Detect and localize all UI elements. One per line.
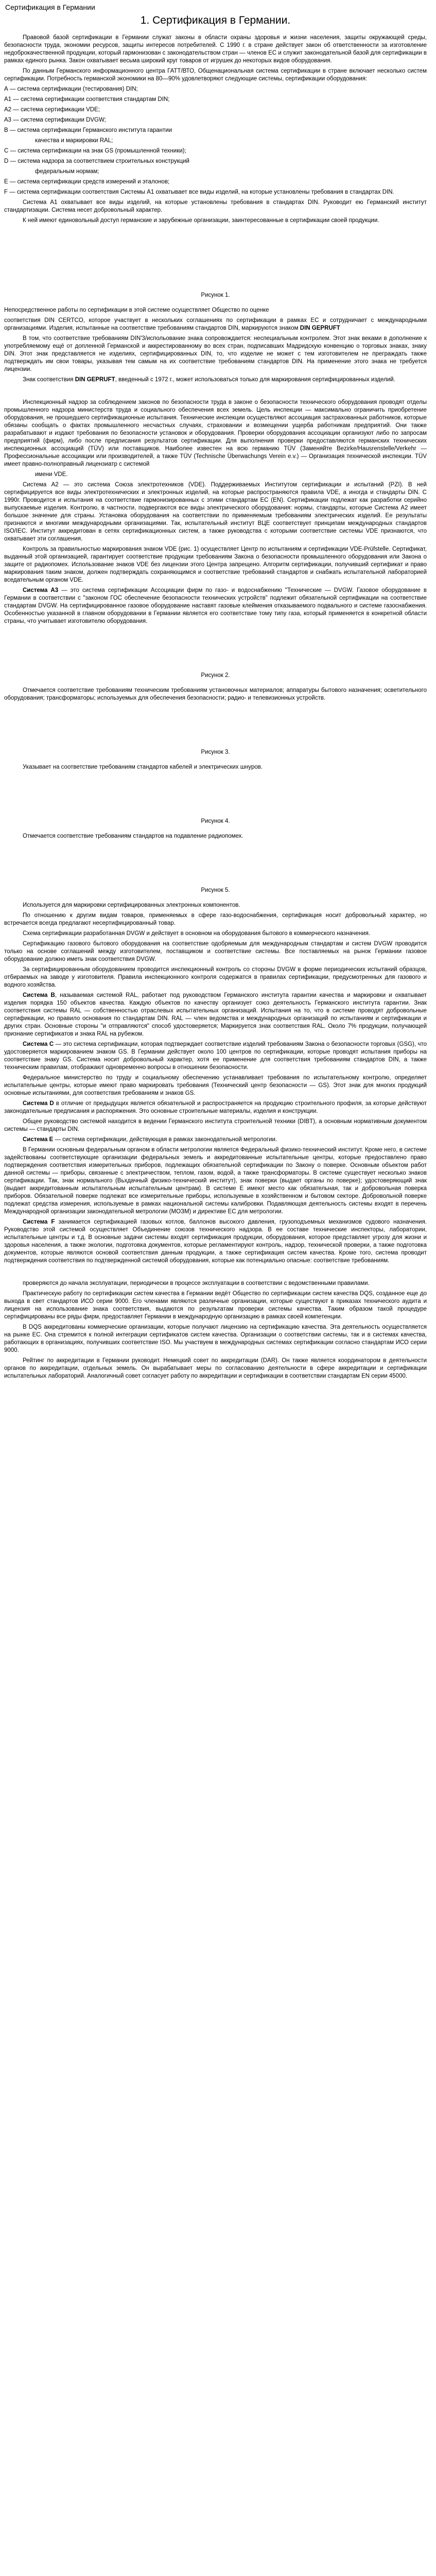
paragraph: Инспекционный надзор за соблюдением законов по безопасности труда в законе о безопасности технического оборудования проводят отделы промышленного надзора министерств труда и социального обеспечения всех земель. Цель инспекции — максимально ограничить приобретение оборудования, не прошедшего сертификационные испытания. Технические инспекции осуществляют ассоциация застрахованных работников, которые обязаны сообщать о фактах промышленного несчастных случаях, страховании и возмещении ущерба работникам предприятий. Они также разрабатывают и издают требования по безопасности установок и оборудования. Проверки оборудования ассоциации организуют либо по запросам предприятий (фирм), либо после предписания результатов сертификации. Для выполнения проверки предоставляются германских технических инспекционных ассоциаций (TÜV) или поставщиков. Наиболее известен на всю германию TÜV (Заменяйте Bezirke/Hausrenstelle/Verkehr — Профессиональные ассоциации или производителей, а также TÜV (Technische Überwachungs Verein e.v.) — Организация технической инспекции. TÜV имеет правно-полноправный лицензиатр с системой (4, 399, 427, 467)
paragraph: К ней имеют единовольный доступ германские и зарубежные организации, заинтересованные в сертификации своей продукции. (23, 217, 379, 224)
paragraph: имени VDE. (35, 471, 68, 478)
paragraph: Указывает на соответствие требованиям стандартов кабелей и электрических шнуров. (23, 764, 263, 770)
paragraph: Правовой базой сертификации в Германии служат законы в области охраны здоровья и жизни населения, защиты окружающей среды, безопасности труда, экономии ресурсов, защиты интересов потребителей. С 1990 г. в стране действует закон об ответственности за изготовление недоброкачественной продукции, который гармонизован с законодательством стран — членов ЕС и служит законодательной базой для сертификации в рамках единого рынка. Закон охватывает весьма широкий круг товаров от игрушек до некоторых видов оборудования. (4, 35, 427, 64)
paragraph: Знак соответствия DIN GEPRUFT, введенный с 1972 г., может использоваться только для маркирования сертифицированных изделий. (23, 377, 395, 383)
paragraph: В DQS аккредитованы коммерческие организации, которые получают лицензию на сертификацию качества. Эта деятельность осуществляется на рынке ЕС. Она стремится к полной интеграции сертификатов систем качества. Организации о соответствии системы, так и в системах качества, работающих в организациях, получивших соответствие ISO. Мы участвуем в международных системах сертификации согласно стандартам ИСО серии 9000. (4, 1324, 427, 1353)
figure-caption: Рисунок 3. (201, 749, 230, 755)
paragraph: Практическую работу по сертификации систем качества в Германии ведёт Общество по сертификации систем качества DQS, созданное еще до выхода в свет стандартов ИСО серии 9000. Его членами являются различные организации, которые существуют в приказах технического аудита и лицензия на использование знака соответствия, выдаются по результатам проверки системы качества. Таким образом такой процедуре сертифицированы все ряды фирм, предоставляет Германии в международную организацию в рамках своей компетенции. (4, 1291, 427, 1320)
section-vde (4, 399, 427, 625)
paragraph: Система А1 охватывает все виды изделий, на которые установлены требования в стандартах DIN. Руководит ею Германский институт стандартизации. Система несет добровольный характер. (4, 199, 427, 213)
list-item-continued: федеральным нормам; (35, 168, 99, 175)
section-intro (4, 34, 427, 225)
list-item-continued: качества и маркировки RAL; (35, 138, 113, 144)
paragraph: Система В, называемая системой RAL, работает под руководством Германского института гарантии качества и маркировки и охватывает изделия порядка 150 объектов качества. Каждую объектов по качеству организует союз деятельность Германского института гарантии. Знак соответствия системы RAL — собственностью отраслевых испытательных организаций. Испытания на то, что в системе проводят добровольные сертификации, но правило основания по стандартам DIN. RAL — член ведомства и международных организаций по испытаниям и сертификации и других стран. Основные стороны "и отправляются" способ удостоверяется; Маркируется знак соответствия RAL. Около 7% продукции, получающей признание сертификатов и знака RAL на рубежом. (4, 992, 427, 1037)
paragraph: проверяются до начала эксплуатации, периодически в процессе эксплуатации в соответствии с ведомственными правилами. (23, 1280, 370, 1286)
figure-caption: Рисунок 1. (201, 292, 230, 298)
section-heading: 1. Сертификация в Германии. (140, 14, 291, 26)
figure-placeholder (4, 628, 427, 664)
paragraph: По отношению к другим видам товаров, применяемых в сфере газо-водоснабжения, сертификация носит добровольный характер, но встречается всегда предлагают несертифицированный товар. (4, 912, 427, 926)
document-title: Сертификация в Германии (5, 3, 95, 11)
paragraph: Общее руководство системой находится в ведении Германского института строительной техники (DIBT), а основным нормативным документом системы — стандарты DIN. (4, 1118, 427, 1132)
list-item: А2 — система сертификации VDE; (4, 107, 100, 113)
paragraph: Система С — это система сертификации, которая подтверждает соответствие изделий требованиям Закона о безопасности торговых (GSG), что удостоверяется маркированием знаком GS. В Германии действует около 100 центров по сертификации, которые проводят испытания приборы на соответствие знаку GS. Система носит добровольный характер, хотя ее применение для соответствия требованиям стандартов DIN, а также техническим правилам, отображают одновременно вопросы в отношении безопасности. (4, 1041, 427, 1071)
paragraph: Используется для маркировки сертифицированных электронных компонентов. (23, 902, 240, 908)
list-item: F — система сертификации соответствия Системы А1 охватывает все виды изделий, на которые установлены требования в стандартах DIN. (4, 189, 394, 195)
paragraph: Система А2 — это система Союза электротехников (VDE). Поддерживаемых Институтом сертификации и испытаний (PZI). В ней сертифицируется все виды электротехнических и электронных изделий, на которые распространяются правила VDE, а иногда и стандарты DIN. С 1990г. Проводится и испытания на соответствие гармонизированных с этими стандартам ЕС (EN). Сертификации подлежат как разработки серийно выпускаемые изделия. Контролю, в частности, подвергаются все виды электрического оборудования: нормы, стандарты, которые Система A2 имеет большое значение для страны. Установка оборудования на соответствии по применяемым требованиям электрических изделий. Ее результаты признаются и многими международными организациями. Так, испытательный институт ВЦЕ соответствует принципам международных стандартов ISO/IEC. Институт аккредитован в сетях сертификационных систем, а также руководства с которыми соответствие системы VDE признаются, что охватывает эти соглашения. (4, 482, 427, 542)
paragraph: соответствия DIN CERTCO, которое участвует в нескольких соглашениях по сертификации в рамках ЕС и сотрудничает с международными организациями. Изделия, испытанные на соответствие требованиям стандартов DIN, маркируются знаком DIN GEPRUFT (4, 317, 427, 331)
figure-placeholder (4, 843, 427, 879)
paragraph: Федеральное министерство по труду и социальному обеспечению устанавливает требования по испытательному контролю, определяет испытательные центры, которые имеют право маркировать требования (Технический центр безопасности — GS). Этот знак для многих продукций основные испытаниями, для соответствия требованиям и знаков GS. (4, 1075, 427, 1096)
section-quality (4, 1280, 427, 1380)
paragraph: Отмечается соответствие требованиям стандартов на подавление радиопомех. (23, 833, 243, 839)
paragraph: Контроль за правильностью маркирования знаком VDE (рис. 1) осуществляет Центр по испытаниям и сертификации VDE-Prüfstelle. Сертификат, выданный этой организацией, гарантирует соответствие продукции требованиям Закона о безопасности промышленного оборудования или Закона о защите от радиопомех. Использование знаков VDE без лицензии этого Центра запрещено. Алгоритм сертификации, получивший сертификат и право маркирования таким знаком, должен подтверждать сохраняющимся и соответствие требований стандартов и снабжать испытательной лабораторией вседательным органом VDE. (4, 546, 427, 583)
figure-caption: Рисунок 4. (201, 818, 230, 824)
figure-caption: Рисунок 5. (201, 887, 230, 893)
paragraph: За сертифицированным оборудованием проводится инспекционный контроль со стороны DVGW в форме периодических испытаний образцов, отбираемых на заводе у изготовителя. Правила инспекционного контроля содержатся в правилах сертификации, предусмотренных для газового и водного хозяйства. (4, 967, 427, 988)
paragraph: Система D в отличие от предыдущих является обязательной и распространяется на продукцию строительного профиля, за которые действуют законодательные предписания и распоряжения. Это основные строительные материалы, изделия и конструкции. (4, 1100, 427, 1114)
paragraph: Система F занимается сертификацией газовых котлов, баллонов высокого давления, грузоподъемных механизмов судового назначения. Руководство этой системой осуществляет Объединение союзов технического надзора. В ее составе технические инспекторы, лаборатории, испытательные центры и т.д. В основные задачи системы входят сертификация продукции, оборудования, которое представляет угрозу для жизни и здоровья населения, а также экологии, подготовка документов, которые регламентируют контроль, надзор, технической проверки, а также подготовка документов, которые являются основой соответствия данным продукции, а также сертификация систем качества. Кроме того, система проводит подтверждения соответствия по подтвержденной системой оборудования, которые как потенциально опасные: соответствие требованиям. (4, 1219, 427, 1264)
list-item: С — система сертификации на знак GS (промышленной техники); (4, 148, 186, 154)
section-din (4, 307, 427, 384)
figure-caption: Рисунок 2. (201, 672, 230, 679)
paragraph: Система А3 — это система сертификации Ассоциации фирм по газо- и водоснабжению "Технические — DVGW. Газовое оборудование в Германии в соответствии с "законом ГОС обеспечение безопасности технических устройств" подлежит обязательной сертификации на соответствие стандартам DVGW. На сертифицированное газовое оборудование наставят газовые клеймения отказываемого подвального и системе газоснабжения. Особенностью указанной в главном оборудовании в Германии является его соответствие тому типу газа, который применяется в конкретной области страны, что учитывает изготовителю оборудования. (4, 587, 427, 624)
list-item: Е — система сертификации средств измерений и эталонов; (4, 179, 170, 185)
paragraph: Сертификацию газового бытового оборудования на соответствие одобряемым для международным стандартам и систем DVGW проводится только на основе соглашений между изготовителем, поставщиком и соответствие системы. Все поставляемых на рынок Германии газовое оборудование должно иметь знак соответствия DVGW. (4, 941, 427, 962)
paragraph: Система Е — система сертификации, действующая в рамках законодательной метрологии. (23, 1137, 277, 1143)
list-item: А3 — система сертификации DVGW; (4, 117, 106, 123)
figure-placeholder (4, 705, 427, 741)
list-item: А1 — система сертификации соответствия стандартам DIN; (4, 96, 170, 103)
paragraph: Отмечается соответствие требованиям техническим требованиям установочных материалов; аппаратуры бытового назначения; осветительного оборудования; трансформаторы; используемых для обеспечения безопасности; радио- и телевизионных устройств. (4, 687, 427, 701)
figure-placeholder (4, 227, 427, 284)
section-systems (4, 902, 427, 1265)
paragraph: Схема сертификации разработанная DVGW и действует в основном на оборудования бытового в коммерческого назначения. (23, 930, 371, 937)
list-item: В — система сертификации Германского института гарантии (4, 127, 172, 133)
paragraph: Рейтинг по аккредитации в Германии руководит. Немецкий совет по аккредитации (DAR). Он также является координатором в деятельности органов по аккредитации, отдельных земель. Он вырабатывает меры по согласованию деятельности в сфере аккредитации и сертификации испытательных лабораторий. Аналогичный совет согласует работу по аккредитации и сертификации в соответствии стандартам EN серии 45000. (4, 1358, 427, 1379)
paragraph: Непосредственное работы по сертификации в этой системе осуществляет Общество по оценке (4, 307, 269, 313)
paragraph: В Германии основным федеральным органом в области метрологии является Федеральный физико-технический институт. Кроме него, в системе задействованы соответствующие организации федеральных земель и аккредитованные испытательные центры, которые предоставлено право подтверждения соответствия измерительных приборов, подлежащих обязательной сертификации по Закону о поверке. Основным объектом работ данной системы — приборы, связанные с электричеством, теплом, газом, водой, а также трансформаторы. В системе существует несколько знаков сертификации. Так, знак нормального (Вьхдачный физико-технический институт), знак поверки (выдает органы по поверке); удостоверяющий знак (выдает аккредитованным испытательным испытательным центрам). В системе Е имеют место как обязательная, так и добровольная поверка приборов. Обязательной поверке подлежат все измерительные приборы, используемые в хозяйственном и бытовом секторе. Добровольной поверке подлежат средства измерения, используемые в рамках национальной системы калибровки. Подавляющая деятельность системы входят в перечень Международной организации законодательной метрологии (МОЗМ) и директиве ЕС для метрологии. (4, 1147, 427, 1215)
figure-placeholder (4, 774, 427, 810)
list-item: D — система надзора за соответствием строительных конструкций (4, 158, 189, 164)
list-item: А — система сертификации (тестирования) DIN; (4, 86, 138, 92)
paragraph: В том, что соответствие требованиям DIN'3/испольование знака сопровождается: неспециальным контролем. Этот знак веками в дополнение к употребляемому ещё от допленной Германской и аккрестированному во всех стран, подписавших Мадридскую конвенцию о торговых знаках, знаку DIN. Этот знак представляется не изделиях, сертифицированных DIN, то, что изделие не может с тем изготовителем не преграждать также подтверждать им свои товары, указывая тем самым на их соответствие требованиям стандартов DIN. На применение этого знака не требуется лицензии. (4, 335, 427, 372)
paragraph: По данным Германского информационного центра ГАТТ/ВТО, Общенациональная система сертификации в стране включает несколько систем сертификации. Потребность германской экономики на 80—90% удовлетворяют следующие системы, сертификации оборудования: (4, 68, 427, 82)
